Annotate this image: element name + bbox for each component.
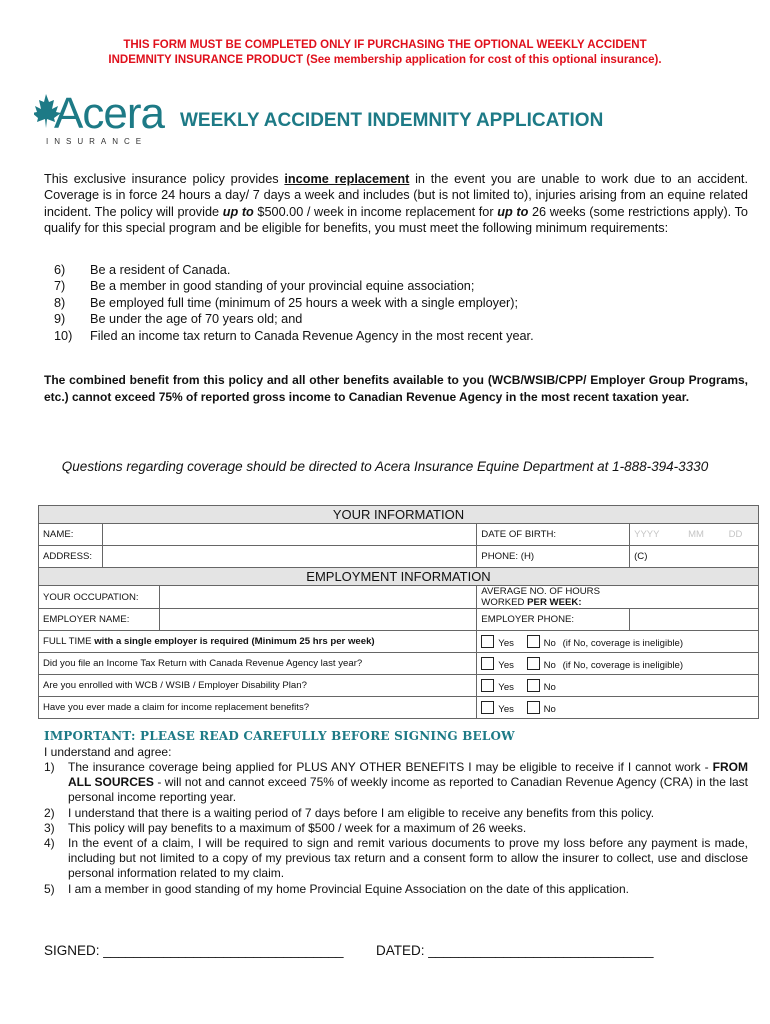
requirement-text: Be under the age of 70 years old; and (90, 312, 303, 327)
requirement-number: 7) (54, 279, 66, 294)
prior-claim-answer (477, 697, 759, 719)
avg-hours-label (477, 586, 630, 609)
requirement-number: 10) (54, 328, 73, 343)
occupation-label: YOUR OCCUPATION: (39, 586, 160, 609)
full-time-requirement: with a single employer is required (Minimum 25 hrs per week) (94, 636, 375, 647)
agreement-text: The insurance coverage being applied for PLUS ANY OTHER BENEFITS I may be eligible to receive if I cannot work - (68, 760, 713, 774)
no-label: No (543, 703, 556, 715)
agreement-text: I am a member in good standing of my home Provincial Equine Association on the date of this application. (68, 881, 629, 896)
employment-information-header: EMPLOYMENT INFORMATION (39, 568, 759, 586)
employer-name-field[interactable] (159, 609, 476, 631)
intro-text-1: This exclusive insurance policy provides (44, 172, 285, 186)
agreement-text: This policy will pay benefits to a maximum of $500 / week for a maximum of 26 weeks. (68, 820, 527, 835)
yes-label: Yes (498, 681, 514, 693)
tax-return-yes-checkbox[interactable] (481, 657, 494, 670)
occupation-field[interactable] (159, 586, 476, 609)
intro-text-3: $500.00 / week in income replacement for (253, 204, 498, 219)
dob-label: DATE OF BIRTH: (477, 524, 630, 546)
requirement-number: 6) (54, 263, 66, 277)
intro-paragraph (44, 171, 748, 237)
disability-plan-yes-checkbox[interactable] (481, 679, 494, 692)
yes-label: Yes (498, 703, 514, 715)
dated-line[interactable]: DATED: ______________________________ (376, 943, 654, 958)
no-label: No (543, 681, 556, 693)
tax-return-no-checkbox[interactable] (527, 657, 540, 670)
full-time-yes-checkbox[interactable] (481, 635, 494, 648)
agreement-number: 2) (44, 805, 55, 820)
disability-plan-answer (477, 675, 759, 697)
logo-subtitle: INSURANCE (46, 137, 148, 146)
requirement-text: Filed an income tax return to Canada Revenue Agency in the most recent year. (90, 328, 534, 343)
name-field[interactable] (102, 524, 476, 546)
phone-home-label: PHONE: (H) (477, 546, 630, 568)
prior-claim-question: Have you ever made a claim for income replacement benefits? (39, 697, 477, 719)
requirement-item (54, 311, 534, 327)
intro-upto-2: up to (497, 204, 529, 219)
intro-underline: income replacement (284, 172, 410, 186)
requirements-list (54, 262, 534, 344)
requirement-item (54, 278, 534, 294)
agreement-text-cont: - will not and cannot exceed 75% of weekly income as reported to Canadian Revenue Agency (CRA) in the last personal income reporting year. (68, 775, 748, 805)
agreement-text: I understand that there is a waiting period of 7 days before I am eligible to receive any benefits from this policy. (68, 805, 655, 820)
employer-phone-label: EMPLOYER PHONE: (477, 609, 630, 631)
requirement-item (54, 295, 534, 311)
agreement-emphasis: FROM ALL SOURCES (68, 760, 748, 790)
agreement-item (44, 836, 748, 882)
important-heading: IMPORTANT: PLEASE READ CAREFULLY BEFORE SIGNING BELOW (44, 729, 515, 743)
acera-logo (34, 89, 164, 152)
coverage-questions-note: Questions regarding coverage should be directed to Acera Insurance Equine Department at 1-888-394-3330 (61, 459, 709, 474)
application-form (38, 505, 759, 719)
employer-phone-field[interactable] (630, 609, 759, 631)
yes-label: Yes (498, 659, 514, 671)
tax-return-answer (477, 653, 759, 675)
agreement-list (44, 760, 748, 897)
requirement-number: 9) (54, 312, 66, 327)
intro-upto-1: up to (222, 204, 254, 219)
avg-hours-label-text: AVERAGE NO. OF HOURS WORKED (481, 586, 600, 608)
requirement-item (54, 328, 534, 344)
combined-benefit-note: The combined benefit from this policy and all other benefits available to you (WCB/WSIB/CPP/ Employer Group Programs, etc.) cannot exceed 75% of reported gross income to Canadian Revenue Agency in the most recent taxation year. (44, 373, 748, 404)
agreement-item (44, 760, 748, 806)
agreement-number: 5) (44, 881, 55, 896)
requirement-text: Be a resident of Canada. (90, 263, 231, 277)
purchase-notice (0, 38, 770, 68)
agreement-number: 4) (44, 836, 55, 851)
ineligible-note: (if No, coverage is ineligible) (562, 659, 684, 671)
agreement-text: In the event of a claim, I will be required to sign and remit various documents to prove my loss before any payment is made, including but not limited to a copy of my previous tax return and a consent form to allow the insurer to collect, use and disclose personal information related to my claim. (68, 836, 748, 881)
address-label: ADDRESS: (39, 546, 103, 568)
agree-intro: I understand and agree: (44, 745, 172, 759)
full-time-label: FULL TIME (43, 636, 95, 647)
dob-field[interactable] (630, 524, 759, 546)
dob-yyyy-placeholder: YYYY (634, 529, 660, 540)
your-information-header: YOUR INFORMATION (39, 506, 759, 524)
name-label: NAME: (39, 524, 103, 546)
logo-wordmark: Acera (54, 89, 164, 138)
no-label: No (543, 637, 556, 649)
agreement-number: 3) (44, 820, 55, 835)
tax-return-question: Did you file an Income Tax Return with Canada Revenue Agency last year? (39, 653, 477, 675)
requirement-text: Be employed full time (minimum of 25 hours a week with a single employer); (90, 295, 519, 310)
agreement-number: 1) (44, 760, 55, 774)
notice-line-2: INDEMNITY INSURANCE PRODUCT (See membership application for cost of this optional insurance). (108, 54, 662, 66)
ineligible-note: (if No, coverage is ineligible) (562, 637, 684, 649)
no-label: No (543, 659, 556, 671)
requirement-text: Be a member in good standing of your provincial equine association; (90, 279, 475, 294)
prior-claim-yes-checkbox[interactable] (481, 701, 494, 714)
requirement-number: 8) (54, 295, 66, 310)
page-title: WEEKLY ACCIDENT INDEMNITY APPLICATION (180, 110, 604, 131)
prior-claim-no-checkbox[interactable] (527, 701, 540, 714)
dob-mm-placeholder: MM (688, 529, 704, 540)
avg-hours-per-week: PER WEEK: (527, 597, 582, 608)
yes-label: Yes (498, 637, 514, 649)
notice-line-1: THIS FORM MUST BE COMPLETED ONLY IF PURCHASING THE OPTIONAL WEEKLY ACCIDENT (123, 39, 647, 51)
signed-line[interactable]: SIGNED: ________________________________ (44, 943, 344, 958)
requirement-item (54, 262, 534, 278)
agreement-item (44, 882, 748, 897)
full-time-no-checkbox[interactable] (527, 635, 540, 648)
disability-plan-no-checkbox[interactable] (527, 679, 540, 692)
employer-name-label: EMPLOYER NAME: (39, 609, 160, 631)
full-time-question (39, 631, 477, 653)
intro-text-4: 26 weeks (some restrictions apply). To qualify for this special program and be eligible for benefits, you must meet the following minimum requirements: (44, 204, 748, 236)
phone-cell-label[interactable]: (C) (630, 546, 759, 568)
agreement-item (44, 806, 748, 821)
agreement-item (44, 821, 748, 836)
disability-plan-question: Are you enrolled with WCB / WSIB / Employer Disability Plan? (39, 675, 477, 697)
intro-text-2: in the event you are unable to work due to an accident. Coverage is in force 24 hours a day/ 7 days a week and includes (but is not limited to), injuries arising from an equine related incident. The policy will provide (44, 172, 748, 219)
dob-dd-placeholder: DD (728, 529, 743, 540)
avg-hours-field[interactable] (630, 586, 759, 609)
address-field[interactable] (102, 546, 476, 568)
full-time-answer (477, 631, 759, 653)
